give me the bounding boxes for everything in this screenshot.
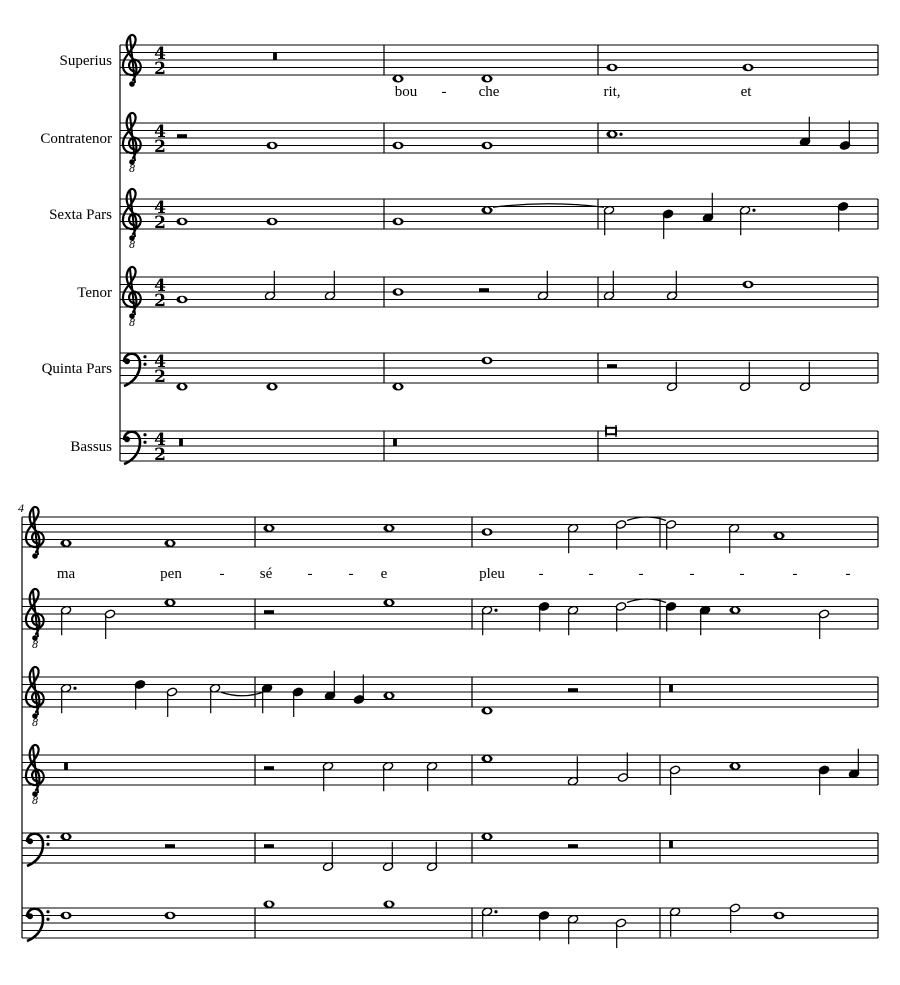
breve-rest xyxy=(64,763,68,771)
clef-dot xyxy=(129,81,135,87)
staff-bassus xyxy=(22,908,878,938)
whole-note xyxy=(481,707,492,715)
half-note xyxy=(567,523,578,553)
octave-mark: 8 xyxy=(129,240,136,251)
whole-note xyxy=(266,383,277,391)
quarter-note xyxy=(848,749,859,779)
lyric-hyphen: - xyxy=(219,566,225,582)
augmentation-dot xyxy=(619,133,622,136)
time-sig-bottom: 2 xyxy=(154,445,166,465)
treble-8-clef-icon xyxy=(26,667,44,729)
part-name: Bassus xyxy=(70,439,112,455)
bass-clef-icon xyxy=(27,834,50,866)
rest-block xyxy=(669,841,673,849)
breve-rest xyxy=(179,439,183,447)
augmentation-dot xyxy=(494,609,497,612)
half-note xyxy=(615,918,626,948)
lyric-syllable: et xyxy=(740,84,752,100)
rest-block xyxy=(64,763,68,771)
half-note xyxy=(567,914,578,944)
quarter-note xyxy=(837,202,848,232)
quarter-note xyxy=(818,765,829,795)
whole-note xyxy=(481,142,492,150)
whole-note xyxy=(60,833,71,841)
clef-dot xyxy=(143,355,146,358)
whole-note xyxy=(383,599,394,607)
half-rest xyxy=(165,844,175,848)
time-signature xyxy=(154,352,166,387)
clef-dot xyxy=(143,433,146,436)
staff-sexta-pars xyxy=(120,199,878,229)
time-sig-top: 4 xyxy=(154,352,166,372)
half-note xyxy=(324,271,335,301)
whole-note xyxy=(481,75,492,83)
half-note xyxy=(567,605,578,635)
whole-note xyxy=(383,692,394,700)
half-rest xyxy=(177,134,187,138)
time-sig-top: 4 xyxy=(154,198,166,218)
staff-quinta-pars xyxy=(22,833,878,863)
lyric-hyphen: - xyxy=(739,566,745,582)
half-note xyxy=(567,756,578,786)
time-sig-bottom: 2 xyxy=(154,367,166,387)
quarter-note xyxy=(134,680,145,710)
half-note xyxy=(739,362,750,392)
half-note xyxy=(166,687,177,717)
clef-head xyxy=(27,913,33,919)
whole-note xyxy=(392,218,403,226)
time-sig-top: 4 xyxy=(154,44,166,64)
lyric-hyphen: - xyxy=(689,566,695,582)
rest-block xyxy=(177,134,187,138)
lyric-hyphen: - xyxy=(638,566,644,582)
rest-block xyxy=(273,53,277,61)
half-note xyxy=(669,907,680,937)
augmentation-dot xyxy=(752,209,755,212)
half-note xyxy=(818,609,829,639)
whole-note xyxy=(60,539,71,547)
staff-contratenor xyxy=(120,123,878,153)
time-sig-bottom: 2 xyxy=(154,137,166,157)
half-note xyxy=(481,907,497,937)
whole-note xyxy=(164,539,175,547)
half-note xyxy=(382,842,393,872)
clef-dot xyxy=(46,843,49,846)
treble-clef-icon xyxy=(26,507,44,559)
whole-note xyxy=(481,755,492,763)
bass-clef-icon xyxy=(124,354,147,386)
treble-8-clef-icon xyxy=(26,745,44,807)
augmentation-dot xyxy=(73,687,76,690)
whole-note xyxy=(383,524,394,532)
lyric-hyphen: - xyxy=(538,566,544,582)
treble-8-clef-icon xyxy=(123,189,141,251)
whole-note xyxy=(266,142,277,150)
whole-note xyxy=(263,900,274,908)
lyric-syllable: bou xyxy=(394,84,418,100)
clef-head xyxy=(27,838,33,844)
whole-note xyxy=(742,64,753,72)
staff-contratenor xyxy=(22,599,878,629)
whole-note xyxy=(606,130,622,138)
whole-note xyxy=(266,218,277,226)
treble-clef-icon xyxy=(123,35,141,87)
lyric-syllable: pleu xyxy=(479,566,505,582)
rest-block xyxy=(165,844,175,848)
lyric-syllable: e xyxy=(380,566,388,582)
notehead xyxy=(606,428,616,434)
lyric-syllable: pen xyxy=(160,566,182,582)
half-note xyxy=(603,205,614,235)
time-sig-bottom: 2 xyxy=(154,59,166,79)
whole-note xyxy=(481,357,492,365)
rest-block xyxy=(264,844,274,848)
staff-tenor xyxy=(120,277,878,307)
octave-mark: 8 xyxy=(32,640,39,651)
part-name: Contratenor xyxy=(40,131,112,147)
half-rest xyxy=(264,844,274,848)
lyric-syllable: che xyxy=(478,84,500,100)
part-name: Sexta Pars xyxy=(49,207,112,223)
rest-block xyxy=(264,766,274,770)
quarter-note xyxy=(324,671,335,701)
treble-8-clef-icon xyxy=(123,267,141,329)
staff-quinta-pars xyxy=(120,353,878,383)
time-sig-top: 4 xyxy=(154,430,166,450)
time-signature xyxy=(154,430,166,465)
whole-note xyxy=(481,833,492,841)
half-note xyxy=(739,205,755,235)
staff-superius xyxy=(22,517,878,547)
lyric-hyphen: - xyxy=(307,566,313,582)
time-signature xyxy=(154,198,166,233)
half-note xyxy=(666,362,677,392)
whole-note xyxy=(392,75,403,83)
whole-note xyxy=(392,288,403,296)
breve-rest xyxy=(669,685,673,693)
half-note xyxy=(426,761,437,791)
clef-head xyxy=(124,358,130,364)
breve-rest xyxy=(273,53,277,61)
whole-note xyxy=(729,606,740,614)
half-note xyxy=(617,753,628,783)
lyric-hyphen: - xyxy=(845,566,851,582)
lyric-syllable: ma xyxy=(56,566,76,582)
whole-note xyxy=(164,912,175,920)
time-signature xyxy=(154,122,166,157)
whole-note xyxy=(176,218,187,226)
rest-block xyxy=(479,288,489,292)
lyric-hyphen: - xyxy=(792,566,798,582)
time-signature xyxy=(154,44,166,79)
whole-note xyxy=(263,524,274,532)
octave-mark: 8 xyxy=(129,164,136,175)
lyric-hyphen: - xyxy=(348,566,354,582)
half-note xyxy=(799,362,810,392)
half-note xyxy=(729,903,740,933)
quarter-note xyxy=(665,602,676,632)
lyric-hyphen: - xyxy=(588,566,594,582)
tie-curve xyxy=(221,692,263,696)
whole-note xyxy=(773,532,784,540)
half-note xyxy=(615,602,626,632)
breve-note xyxy=(606,425,616,437)
half-rest xyxy=(568,844,578,848)
staff-tenor xyxy=(22,755,878,785)
half-note xyxy=(264,271,275,301)
rest-block xyxy=(264,610,274,614)
whole-note xyxy=(392,383,403,391)
time-sig-bottom: 2 xyxy=(154,291,166,311)
clef-dot xyxy=(143,363,146,366)
breve-rest xyxy=(669,841,673,849)
clef-dot xyxy=(46,910,49,913)
measure-number: 4 xyxy=(18,501,24,515)
quarter-note xyxy=(699,605,710,635)
quarter-note xyxy=(662,209,673,239)
rest-block xyxy=(393,439,397,447)
rest-block xyxy=(607,364,617,368)
quarter-note xyxy=(799,117,810,147)
whole-note xyxy=(481,528,492,536)
rest-block xyxy=(568,688,578,692)
half-note xyxy=(728,523,739,553)
quarter-note xyxy=(292,687,303,717)
half-note xyxy=(209,683,220,713)
half-note xyxy=(322,761,333,791)
half-note xyxy=(382,761,393,791)
part-name: Superius xyxy=(59,53,112,69)
half-note xyxy=(665,520,676,550)
whole-note xyxy=(392,142,403,150)
whole-note xyxy=(176,296,187,304)
lyric-syllable: rit, xyxy=(603,84,621,100)
part-name: Quinta Pars xyxy=(41,361,112,377)
staff-superius xyxy=(120,45,878,75)
half-note xyxy=(60,683,76,713)
part-name: Tenor xyxy=(77,285,112,301)
clef-dot xyxy=(46,918,49,921)
octave-mark: 8 xyxy=(129,318,136,329)
half-note xyxy=(666,271,677,301)
augmentation-dot xyxy=(494,910,497,913)
quarter-note xyxy=(353,675,364,705)
rest-block xyxy=(568,844,578,848)
half-note xyxy=(104,609,115,639)
treble-8-clef-icon xyxy=(26,589,44,651)
whole-note xyxy=(742,281,753,289)
whole-note xyxy=(729,762,740,770)
staff-sexta-pars xyxy=(22,677,878,707)
quarter-note xyxy=(538,911,549,941)
lyric-syllable: sé xyxy=(259,566,273,582)
clef-dot xyxy=(32,553,38,559)
half-rest xyxy=(479,288,489,292)
half-rest xyxy=(264,766,274,770)
half-note xyxy=(60,605,71,635)
bass-clef-icon xyxy=(27,909,50,941)
half-rest xyxy=(568,688,578,692)
tie xyxy=(221,692,263,696)
time-signature xyxy=(154,276,166,311)
half-note xyxy=(615,520,626,550)
whole-note xyxy=(60,912,71,920)
whole-note xyxy=(383,900,394,908)
clef-head xyxy=(124,436,130,442)
rest-block xyxy=(179,439,183,447)
time-sig-top: 4 xyxy=(154,276,166,296)
quarter-note xyxy=(538,602,549,632)
whole-note xyxy=(606,64,617,72)
whole-note xyxy=(176,383,187,391)
half-note xyxy=(669,765,680,795)
rest-block xyxy=(669,685,673,693)
clef-dot xyxy=(143,441,146,444)
quarter-note xyxy=(702,193,713,223)
whole-note xyxy=(481,206,492,214)
treble-8-clef-icon xyxy=(123,113,141,175)
quarter-note xyxy=(839,121,850,151)
bass-clef-icon xyxy=(124,432,147,464)
quarter-note xyxy=(261,683,272,713)
octave-mark: 8 xyxy=(32,796,39,807)
half-note xyxy=(603,271,614,301)
whole-note xyxy=(773,912,784,920)
half-rest xyxy=(607,364,617,368)
staff-bassus xyxy=(120,431,878,461)
whole-note xyxy=(164,599,175,607)
time-sig-bottom: 2 xyxy=(154,213,166,233)
half-rest xyxy=(264,610,274,614)
breve-rest xyxy=(393,439,397,447)
half-note xyxy=(426,842,437,872)
half-note xyxy=(481,605,497,635)
time-sig-top: 4 xyxy=(154,122,166,142)
half-note xyxy=(322,842,333,872)
clef-dot xyxy=(46,835,49,838)
octave-mark: 8 xyxy=(32,718,39,729)
lyric-hyphen: - xyxy=(441,84,447,100)
half-note xyxy=(537,271,548,301)
